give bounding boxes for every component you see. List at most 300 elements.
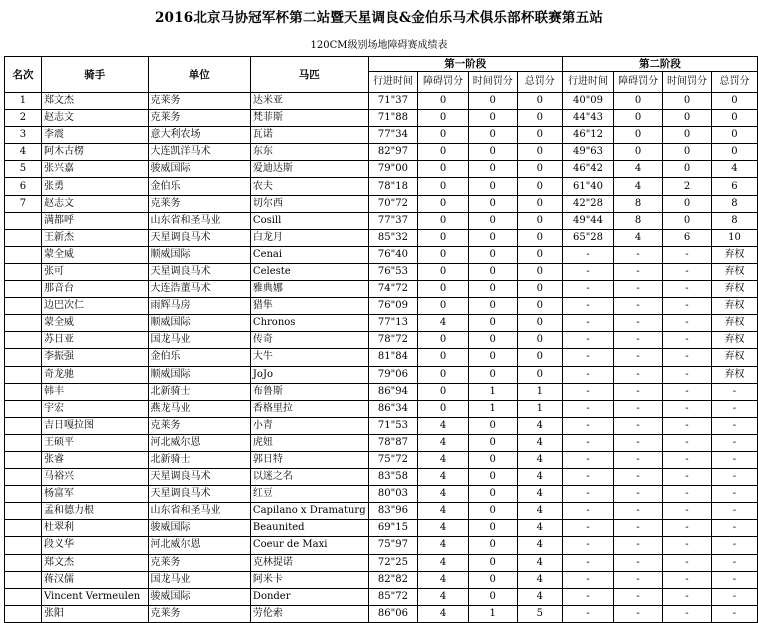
- stage1-total-cell: 0: [517, 263, 562, 280]
- rider-cell: 张兴嘉: [41, 161, 148, 178]
- stage1-time-cell: 80"03: [368, 486, 418, 503]
- stage1-obstacle-cell: 4: [418, 315, 468, 332]
- horse-cell: 阿米卡: [250, 571, 368, 588]
- unit-cell: 天星调良马术: [148, 229, 250, 246]
- unit-cell: 意大利农场: [148, 127, 250, 144]
- horse-cell: 小青: [250, 417, 368, 434]
- stage2-total-cell: 10: [711, 229, 757, 246]
- stage2-time-cell: -: [562, 451, 613, 468]
- rank-cell: [5, 417, 42, 434]
- stage2-time-penalty-cell: -: [663, 486, 712, 503]
- rank-cell: [5, 281, 42, 298]
- header-stage2-obstacle: 障碍罚分: [614, 72, 663, 93]
- header-stage2-time: 行进时间: [562, 72, 613, 93]
- table-row: [5, 417, 758, 434]
- rank-cell: [5, 246, 42, 263]
- rider-cell: 张勇: [41, 178, 148, 195]
- rank-cell: 1: [5, 93, 42, 110]
- stage2-time-penalty-cell: -: [663, 383, 712, 400]
- stage2-time-penalty-cell: 2: [663, 178, 712, 195]
- stage2-obstacle-cell: -: [614, 332, 663, 349]
- rank-cell: 2: [5, 110, 42, 127]
- stage2-obstacle-cell: -: [614, 588, 663, 605]
- stage2-obstacle-cell: -: [614, 503, 663, 520]
- stage2-total-cell: 弃权: [711, 332, 757, 349]
- stage1-time-cell: 86"06: [368, 605, 418, 622]
- table-row: [5, 332, 758, 349]
- table-row: [5, 212, 758, 229]
- stage1-total-cell: 4: [517, 503, 562, 520]
- stage2-time-penalty-cell: -: [663, 503, 712, 520]
- stage1-obstacle-cell: 4: [418, 469, 468, 486]
- stage2-total-cell: 弃权: [711, 263, 757, 280]
- stage2-time-penalty-cell: 0: [663, 127, 712, 144]
- table-row: [5, 229, 758, 246]
- stage1-total-cell: 4: [517, 537, 562, 554]
- stage1-time-cell: 70"72: [368, 195, 418, 212]
- rank-cell: [5, 451, 42, 468]
- unit-cell: 克莱务: [148, 554, 250, 571]
- stage1-time-cell: 76"40: [368, 246, 418, 263]
- stage1-time-penalty-cell: 0: [468, 588, 517, 605]
- table-row: [5, 195, 758, 212]
- unit-cell: 骏威国际: [148, 520, 250, 537]
- horse-cell: 雅典娜: [250, 281, 368, 298]
- stage1-time-cell: 83"58: [368, 469, 418, 486]
- stage2-obstacle-cell: -: [614, 366, 663, 383]
- stage1-time-cell: 78"87: [368, 434, 418, 451]
- stage2-obstacle-cell: -: [614, 246, 663, 263]
- horse-cell: 郭日特: [250, 451, 368, 468]
- rank-cell: 7: [5, 195, 42, 212]
- stage2-total-cell: -: [711, 520, 757, 537]
- stage2-time-penalty-cell: 0: [663, 195, 712, 212]
- stage2-time-penalty-cell: -: [663, 469, 712, 486]
- stage2-time-cell: -: [562, 469, 613, 486]
- stage2-total-cell: 弃权: [711, 246, 757, 263]
- stage1-time-cell: 79"06: [368, 366, 418, 383]
- unit-cell: 克莱务: [148, 195, 250, 212]
- stage1-obstacle-cell: 0: [418, 298, 468, 315]
- header-stage2-time-penalty: 时间罚分: [663, 72, 712, 93]
- stage1-obstacle-cell: 4: [418, 554, 468, 571]
- stage1-time-cell: 76"53: [368, 263, 418, 280]
- stage2-time-penalty-cell: -: [663, 605, 712, 622]
- stage2-total-cell: -: [711, 469, 757, 486]
- stage2-total-cell: 4: [711, 161, 757, 178]
- unit-cell: 燕龙马业: [148, 400, 250, 417]
- rank-cell: [5, 349, 42, 366]
- stage1-time-penalty-cell: 0: [468, 144, 517, 161]
- stage2-time-cell: -: [562, 383, 613, 400]
- rider-cell: 边巴次仁: [41, 298, 148, 315]
- stage2-time-cell: -: [562, 263, 613, 280]
- unit-cell: 国龙马业: [148, 571, 250, 588]
- stage1-time-cell: 71"88: [368, 110, 418, 127]
- stage1-time-cell: 86"34: [368, 400, 418, 417]
- stage2-time-cell: -: [562, 520, 613, 537]
- stage1-total-cell: 0: [517, 195, 562, 212]
- stage1-obstacle-cell: 4: [418, 486, 468, 503]
- horse-cell: 农夫: [250, 178, 368, 195]
- stage2-total-cell: 弃权: [711, 281, 757, 298]
- header-horse: 马匹: [250, 57, 368, 93]
- stage2-time-penalty-cell: -: [663, 400, 712, 417]
- stage2-total-cell: -: [711, 571, 757, 588]
- stage1-obstacle-cell: 0: [418, 400, 468, 417]
- stage2-total-cell: 0: [711, 93, 757, 110]
- stage2-time-cell: 44"43: [562, 110, 613, 127]
- stage1-time-cell: 83"96: [368, 503, 418, 520]
- horse-cell: 劳伦索: [250, 605, 368, 622]
- stage2-time-penalty-cell: -: [663, 520, 712, 537]
- stage2-obstacle-cell: 8: [614, 212, 663, 229]
- stage1-total-cell: 0: [517, 178, 562, 195]
- stage1-total-cell: 4: [517, 486, 562, 503]
- table-row: [5, 554, 758, 571]
- rank-cell: [5, 263, 42, 280]
- stage2-time-penalty-cell: -: [663, 349, 712, 366]
- table-row: [5, 298, 758, 315]
- stage2-total-cell: 0: [711, 144, 757, 161]
- unit-cell: 骏威国际: [148, 588, 250, 605]
- stage1-obstacle-cell: 0: [418, 93, 468, 110]
- unit-cell: 天星调良马术: [148, 263, 250, 280]
- stage2-time-cell: -: [562, 571, 613, 588]
- rider-cell: 张阳: [41, 605, 148, 622]
- table-row: [5, 315, 758, 332]
- stage2-total-cell: -: [711, 434, 757, 451]
- horse-cell: 虎妞: [250, 434, 368, 451]
- horse-cell: 传奇: [250, 332, 368, 349]
- stage1-time-penalty-cell: 0: [468, 537, 517, 554]
- stage2-obstacle-cell: 0: [614, 127, 663, 144]
- table-row: [5, 127, 758, 144]
- stage1-obstacle-cell: 0: [418, 383, 468, 400]
- stage1-obstacle-cell: 0: [418, 178, 468, 195]
- stage2-obstacle-cell: -: [614, 400, 663, 417]
- stage2-obstacle-cell: 0: [614, 93, 663, 110]
- stage1-time-cell: 77"13: [368, 315, 418, 332]
- stage2-obstacle-cell: 0: [614, 144, 663, 161]
- stage1-total-cell: 0: [517, 144, 562, 161]
- rank-cell: [5, 212, 42, 229]
- header-rank: 名次: [5, 57, 42, 93]
- stage1-total-cell: 0: [517, 93, 562, 110]
- horse-cell: 爱迪达斯: [250, 161, 368, 178]
- unit-cell: 骏威国际: [148, 161, 250, 178]
- stage1-obstacle-cell: 0: [418, 127, 468, 144]
- rider-cell: 张可: [41, 263, 148, 280]
- horse-cell: 白龙月: [250, 229, 368, 246]
- rider-cell: 吉日嘎拉图: [41, 417, 148, 434]
- stage1-total-cell: 0: [517, 229, 562, 246]
- stage2-time-penalty-cell: -: [663, 281, 712, 298]
- rank-cell: [5, 383, 42, 400]
- table-row: [5, 400, 758, 417]
- stage2-time-cell: -: [562, 537, 613, 554]
- unit-cell: 山东省和圣马业: [148, 212, 250, 229]
- document-title: 2016北京马协冠军杯第二站暨天星调良&金伯乐马术俱乐部杯联赛第五站: [154, 10, 604, 26]
- stage1-time-penalty-cell: 0: [468, 451, 517, 468]
- rank-cell: [5, 486, 42, 503]
- stage1-time-penalty-cell: 0: [468, 195, 517, 212]
- stage1-time-penalty-cell: 0: [468, 503, 517, 520]
- stage2-time-cell: -: [562, 503, 613, 520]
- header-stage1-time-penalty: 时间罚分: [468, 72, 517, 93]
- stage2-obstacle-cell: -: [614, 383, 663, 400]
- rank-cell: [5, 366, 42, 383]
- stage1-time-cell: 69"15: [368, 520, 418, 537]
- table-row: [5, 93, 758, 110]
- stage1-obstacle-cell: 4: [418, 434, 468, 451]
- stage1-time-cell: 71"37: [368, 93, 418, 110]
- table-row: [5, 520, 758, 537]
- stage1-time-cell: 85"32: [368, 229, 418, 246]
- rider-cell: 赵志文: [41, 110, 148, 127]
- stage2-time-penalty-cell: 6: [663, 229, 712, 246]
- header-stage1-total: 总罚分: [517, 72, 562, 93]
- stage1-time-penalty-cell: 0: [468, 298, 517, 315]
- rank-cell: [5, 571, 42, 588]
- stage1-time-penalty-cell: 1: [468, 383, 517, 400]
- rank-cell: [5, 554, 42, 571]
- stage1-time-cell: 78"18: [368, 178, 418, 195]
- stage1-obstacle-cell: 0: [418, 144, 468, 161]
- unit-cell: 克莱务: [148, 417, 250, 434]
- stage1-obstacle-cell: 0: [418, 110, 468, 127]
- stage2-time-penalty-cell: -: [663, 434, 712, 451]
- stage2-obstacle-cell: -: [614, 434, 663, 451]
- unit-cell: 金伯乐: [148, 349, 250, 366]
- unit-cell: 大连凯洋马术: [148, 144, 250, 161]
- stage1-total-cell: 4: [517, 520, 562, 537]
- table-row: [5, 161, 758, 178]
- stage1-time-penalty-cell: 0: [468, 110, 517, 127]
- stage2-time-penalty-cell: -: [663, 588, 712, 605]
- table-row: [5, 144, 758, 161]
- stage1-obstacle-cell: 4: [418, 605, 468, 622]
- rider-cell: 那音台: [41, 281, 148, 298]
- stage2-total-cell: -: [711, 486, 757, 503]
- rider-cell: 杨富军: [41, 486, 148, 503]
- stage2-time-cell: 65"28: [562, 229, 613, 246]
- rank-cell: 4: [5, 144, 42, 161]
- stage2-total-cell: -: [711, 383, 757, 400]
- stage2-time-cell: 40"09: [562, 93, 613, 110]
- stage2-obstacle-cell: -: [614, 469, 663, 486]
- stage2-time-penalty-cell: 0: [663, 144, 712, 161]
- stage1-time-penalty-cell: 0: [468, 263, 517, 280]
- table-row: [5, 281, 758, 298]
- unit-cell: 顺威国际: [148, 366, 250, 383]
- stage2-obstacle-cell: -: [614, 417, 663, 434]
- stage1-time-penalty-cell: 1: [468, 605, 517, 622]
- stage2-time-cell: 61"40: [562, 178, 613, 195]
- rider-cell: 段义华: [41, 537, 148, 554]
- rank-cell: [5, 537, 42, 554]
- table-row: [5, 537, 758, 554]
- results-table: [4, 56, 758, 623]
- stage1-total-cell: 4: [517, 588, 562, 605]
- stage2-time-penalty-cell: -: [663, 315, 712, 332]
- rider-cell: 蒋汉儒: [41, 571, 148, 588]
- horse-cell: 香格里拉: [250, 400, 368, 417]
- stage1-obstacle-cell: 4: [418, 451, 468, 468]
- stage1-time-cell: 85"72: [368, 588, 418, 605]
- header-rider: 骑手: [41, 57, 148, 93]
- rider-cell: 蒙全威: [41, 315, 148, 332]
- stage2-time-penalty-cell: -: [663, 332, 712, 349]
- stage2-total-cell: 8: [711, 195, 757, 212]
- rank-cell: [5, 434, 42, 451]
- rank-cell: [5, 400, 42, 417]
- stage1-total-cell: 4: [517, 434, 562, 451]
- stage2-time-penalty-cell: -: [663, 417, 712, 434]
- unit-cell: 山东省和圣马业: [148, 503, 250, 520]
- table-row: [5, 178, 758, 195]
- stage2-time-penalty-cell: -: [663, 246, 712, 263]
- stage1-total-cell: 0: [517, 212, 562, 229]
- stage1-time-penalty-cell: 0: [468, 366, 517, 383]
- stage2-time-cell: -: [562, 400, 613, 417]
- stage2-total-cell: 0: [711, 127, 757, 144]
- stage1-time-penalty-cell: 0: [468, 246, 517, 263]
- stage1-total-cell: 4: [517, 554, 562, 571]
- stage2-time-cell: 46"12: [562, 127, 613, 144]
- stage2-obstacle-cell: -: [614, 486, 663, 503]
- header-stage1-time: 行进时间: [368, 72, 418, 93]
- table-row: [5, 246, 758, 263]
- horse-cell: 布鲁斯: [250, 383, 368, 400]
- stage1-time-penalty-cell: 0: [468, 93, 517, 110]
- stage2-time-penalty-cell: 0: [663, 161, 712, 178]
- stage2-total-cell: -: [711, 451, 757, 468]
- rider-cell: 王硕平: [41, 434, 148, 451]
- rank-cell: 6: [5, 178, 42, 195]
- unit-cell: 国龙马业: [148, 332, 250, 349]
- stage1-time-penalty-cell: 1: [468, 400, 517, 417]
- rider-cell: 李振强: [41, 349, 148, 366]
- stage2-time-cell: -: [562, 366, 613, 383]
- stage1-total-cell: 0: [517, 332, 562, 349]
- stage1-time-cell: 71"53: [368, 417, 418, 434]
- header-unit: 单位: [148, 57, 250, 93]
- table-row: [5, 588, 758, 605]
- stage2-time-penalty-cell: -: [663, 263, 712, 280]
- unit-cell: 克莱务: [148, 605, 250, 622]
- rider-cell: Vincent Vermeulen: [41, 588, 148, 605]
- stage1-total-cell: 0: [517, 161, 562, 178]
- rider-cell: 韩丰: [41, 383, 148, 400]
- rider-cell: 李震: [41, 127, 148, 144]
- horse-cell: 达米亚: [250, 93, 368, 110]
- horse-cell: Beaunited: [250, 520, 368, 537]
- stage1-obstacle-cell: 0: [418, 349, 468, 366]
- stage1-time-penalty-cell: 0: [468, 469, 517, 486]
- stage2-total-cell: -: [711, 605, 757, 622]
- horse-cell: 以迷之名: [250, 469, 368, 486]
- table-row: [5, 571, 758, 588]
- horse-cell: Cosill: [250, 212, 368, 229]
- stage1-total-cell: 4: [517, 417, 562, 434]
- unit-cell: 雨辉马房: [148, 298, 250, 315]
- stage1-time-cell: 82"97: [368, 144, 418, 161]
- stage2-total-cell: -: [711, 588, 757, 605]
- stage2-time-cell: -: [562, 332, 613, 349]
- rank-cell: [5, 229, 42, 246]
- stage2-obstacle-cell: -: [614, 520, 663, 537]
- horse-cell: 克林提诺: [250, 554, 368, 571]
- stage1-total-cell: 0: [517, 246, 562, 263]
- rank-cell: [5, 469, 42, 486]
- stage1-time-cell: 75"72: [368, 451, 418, 468]
- stage2-obstacle-cell: 4: [614, 178, 663, 195]
- horse-cell: JoJo: [250, 366, 368, 383]
- stage1-time-penalty-cell: 0: [468, 161, 517, 178]
- stage2-obstacle-cell: 4: [614, 229, 663, 246]
- horse-cell: Cenai: [250, 246, 368, 263]
- stage1-total-cell: 4: [517, 451, 562, 468]
- stage2-obstacle-cell: 4: [614, 161, 663, 178]
- stage1-obstacle-cell: 0: [418, 332, 468, 349]
- stage1-total-cell: 0: [517, 110, 562, 127]
- stage1-time-penalty-cell: 0: [468, 281, 517, 298]
- horse-cell: 猎隼: [250, 298, 368, 315]
- rider-cell: 苏日亚: [41, 332, 148, 349]
- stage2-total-cell: 弃权: [711, 315, 757, 332]
- stage1-total-cell: 1: [517, 400, 562, 417]
- rider-cell: 满都呼: [41, 212, 148, 229]
- stage2-total-cell: -: [711, 417, 757, 434]
- stage1-total-cell: 0: [517, 281, 562, 298]
- stage2-total-cell: -: [711, 554, 757, 571]
- stage2-obstacle-cell: -: [614, 605, 663, 622]
- unit-cell: 北新骑士: [148, 451, 250, 468]
- table-row: [5, 349, 758, 366]
- table-row: [5, 263, 758, 280]
- stage2-total-cell: 6: [711, 178, 757, 195]
- stage2-obstacle-cell: -: [614, 554, 663, 571]
- stage2-time-penalty-cell: -: [663, 537, 712, 554]
- unit-cell: 大连浩董马术: [148, 281, 250, 298]
- stage2-time-penalty-cell: -: [663, 571, 712, 588]
- rider-cell: 王新杰: [41, 229, 148, 246]
- stage1-time-penalty-cell: 0: [468, 520, 517, 537]
- stage1-obstacle-cell: 4: [418, 520, 468, 537]
- stage2-time-penalty-cell: -: [663, 451, 712, 468]
- document-subtitle: 120CM级别场地障碍赛成绩表: [310, 40, 448, 51]
- stage2-obstacle-cell: -: [614, 571, 663, 588]
- unit-cell: 河北威尔恩: [148, 434, 250, 451]
- stage2-time-cell: -: [562, 434, 613, 451]
- stage2-time-cell: 49"44: [562, 212, 613, 229]
- rank-cell: [5, 332, 42, 349]
- stage1-total-cell: 0: [517, 298, 562, 315]
- horse-cell: 瓦诺: [250, 127, 368, 144]
- stage2-obstacle-cell: -: [614, 263, 663, 280]
- stage2-obstacle-cell: -: [614, 451, 663, 468]
- stage1-obstacle-cell: 0: [418, 212, 468, 229]
- horse-cell: 红豆: [250, 486, 368, 503]
- stage1-obstacle-cell: 4: [418, 571, 468, 588]
- unit-cell: 金伯乐: [148, 178, 250, 195]
- stage2-time-cell: -: [562, 605, 613, 622]
- horse-cell: 切尔西: [250, 195, 368, 212]
- rider-cell: 蒙全威: [41, 246, 148, 263]
- stage2-time-cell: 42"28: [562, 195, 613, 212]
- stage2-obstacle-cell: -: [614, 315, 663, 332]
